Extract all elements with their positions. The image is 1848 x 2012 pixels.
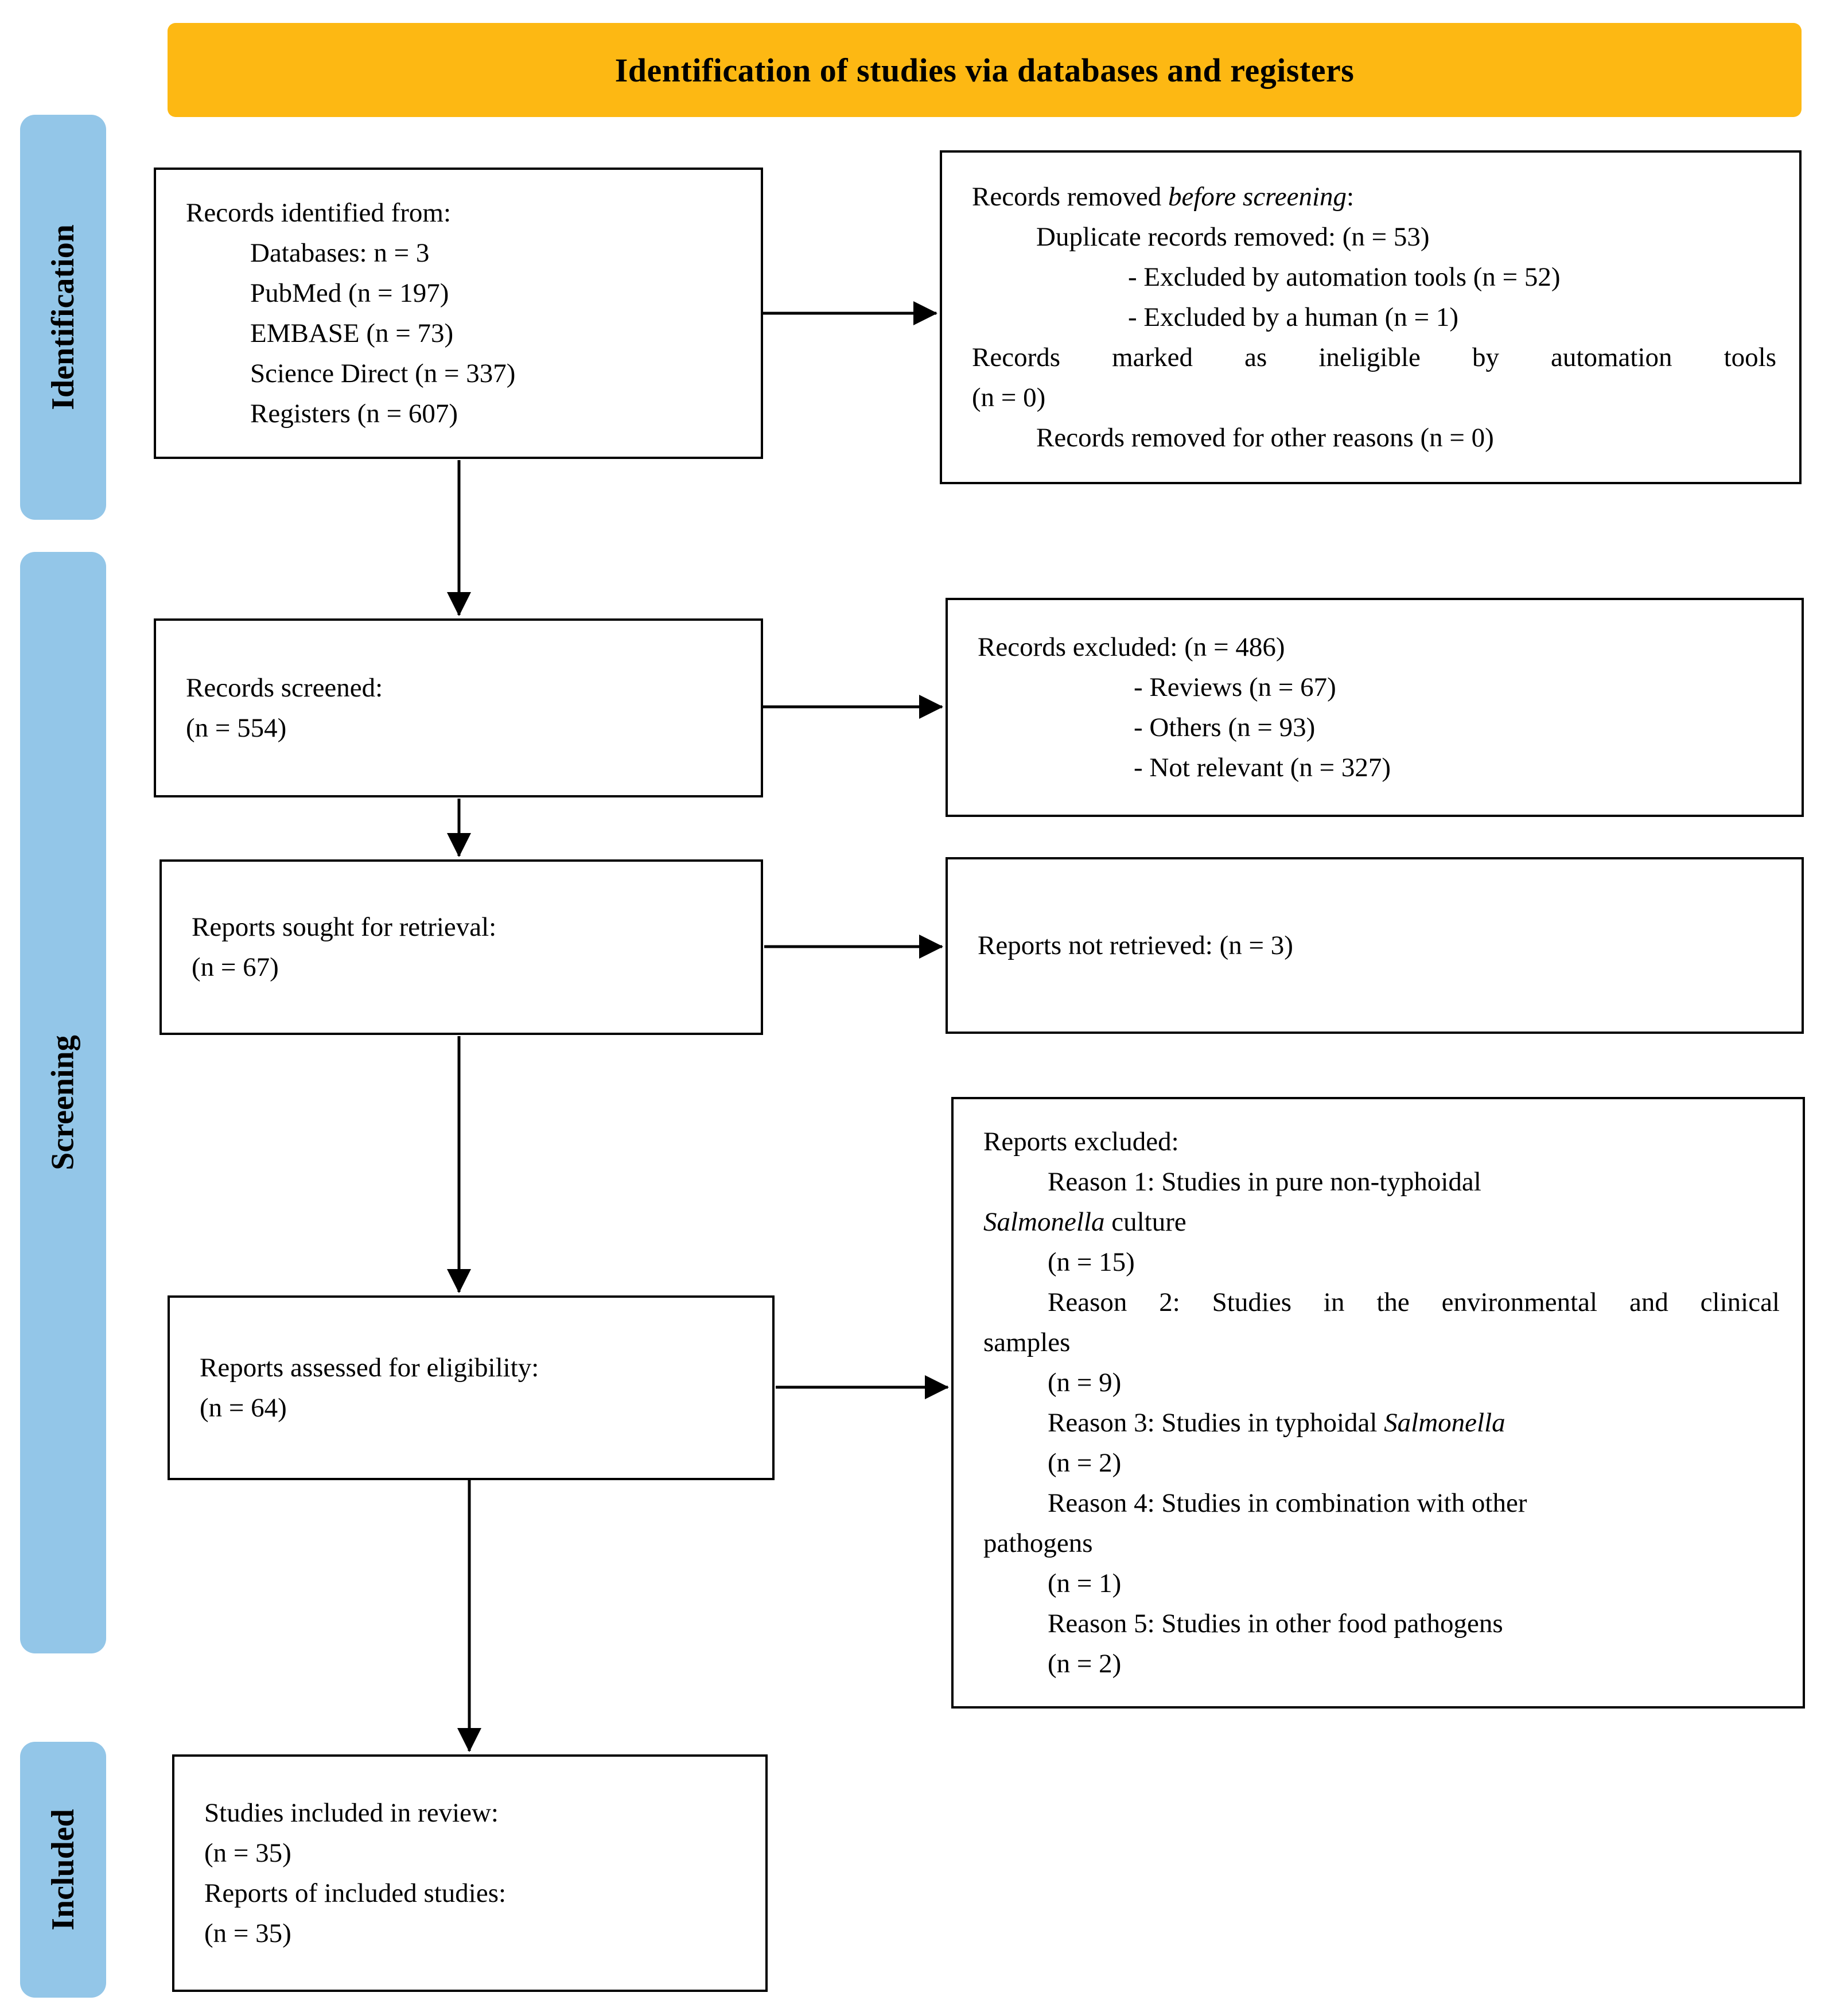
text-line: Reason 5: Studies in other food pathogens	[1048, 1609, 1503, 1639]
text-line: Reason 4: Studies in combination with other	[1048, 1488, 1527, 1518]
text-line: (n = 0)	[972, 383, 1046, 412]
text-line: Records excluded: (n = 486)	[978, 632, 1285, 662]
box-records-removed	[940, 150, 1802, 484]
text-line: Reports assessed for eligibility:	[200, 1353, 539, 1383]
text-line: Reports not retrieved: (n = 3)	[978, 931, 1293, 960]
stage-screening	[20, 552, 106, 1653]
text-line: (n = 9)	[1048, 1368, 1122, 1398]
text-line: samples	[983, 1328, 1071, 1357]
text-line: (n = 1)	[1048, 1569, 1122, 1598]
text-line: Records identified from:	[186, 198, 452, 228]
text-line: (n = 67)	[192, 952, 279, 982]
text-line: - Excluded by automation tools (n = 52)	[1128, 262, 1561, 292]
text-line: Databases: n = 3	[250, 238, 430, 268]
text-line: - Not relevant (n = 327)	[1134, 753, 1391, 783]
box-reports-assessed	[168, 1295, 775, 1480]
box-records-identified	[154, 168, 763, 459]
stage-identification-label: Identification	[45, 224, 81, 410]
stage-identification	[20, 115, 106, 520]
text-line: Reason 3: Studies in typhoidal Salmonella	[1048, 1408, 1505, 1438]
text-line: Reason 1: Studies in pure non-typhoidal	[1048, 1167, 1481, 1197]
title-banner	[168, 23, 1802, 117]
text-line: Records screened:	[186, 673, 383, 703]
text-line: Studies included in review:	[204, 1798, 499, 1828]
text-line: pathogens	[983, 1528, 1093, 1558]
text-line: Reports excluded:	[983, 1127, 1179, 1157]
text-line: Records removed before screening:	[972, 182, 1355, 212]
box-records-excluded	[946, 598, 1804, 817]
text-line: Registers (n = 607)	[250, 399, 458, 429]
text-line: (n = 554)	[186, 713, 287, 743]
text-line: (n = 2)	[1048, 1448, 1122, 1478]
text-line: Reason 2: Studies in the environmental and clinical	[1048, 1287, 1780, 1317]
text-line: Reports of included studies:	[204, 1878, 507, 1908]
text-line: (n = 15)	[1048, 1247, 1135, 1277]
text-line: (n = 64)	[200, 1393, 287, 1423]
text-line: Salmonella culture	[983, 1207, 1186, 1237]
text-line: - Excluded by a human (n = 1)	[1128, 302, 1458, 332]
text-line: (n = 2)	[1048, 1649, 1122, 1679]
text-line: PubMed (n = 197)	[250, 278, 449, 308]
text-line: (n = 35)	[204, 1838, 291, 1868]
text-line: - Others (n = 93)	[1134, 713, 1316, 742]
text-line: Duplicate records removed: (n = 53)	[1036, 222, 1430, 252]
box-reports-not-retrieved	[946, 857, 1804, 1034]
box-reports-excluded	[951, 1097, 1805, 1709]
diagram-title: Identification of studies via databases and registers	[614, 51, 1355, 89]
stage-included-label: Included	[45, 1809, 81, 1931]
stage-screening-label: Screening	[45, 1035, 81, 1170]
box-studies-included	[172, 1754, 768, 1992]
text-line: - Reviews (n = 67)	[1134, 672, 1336, 702]
stage-included	[20, 1742, 106, 1998]
text-line: EMBASE (n = 73)	[250, 318, 454, 348]
text-line: Records marked as ineligible by automation tools	[972, 343, 1776, 372]
text-line: (n = 35)	[204, 1918, 291, 1948]
text-line: Reports sought for retrieval:	[192, 912, 497, 942]
box-reports-sought	[159, 859, 763, 1035]
text-line: Science Direct (n = 337)	[250, 359, 516, 388]
text-line: Records removed for other reasons (n = 0)	[1036, 423, 1494, 453]
box-records-screened	[154, 618, 763, 797]
